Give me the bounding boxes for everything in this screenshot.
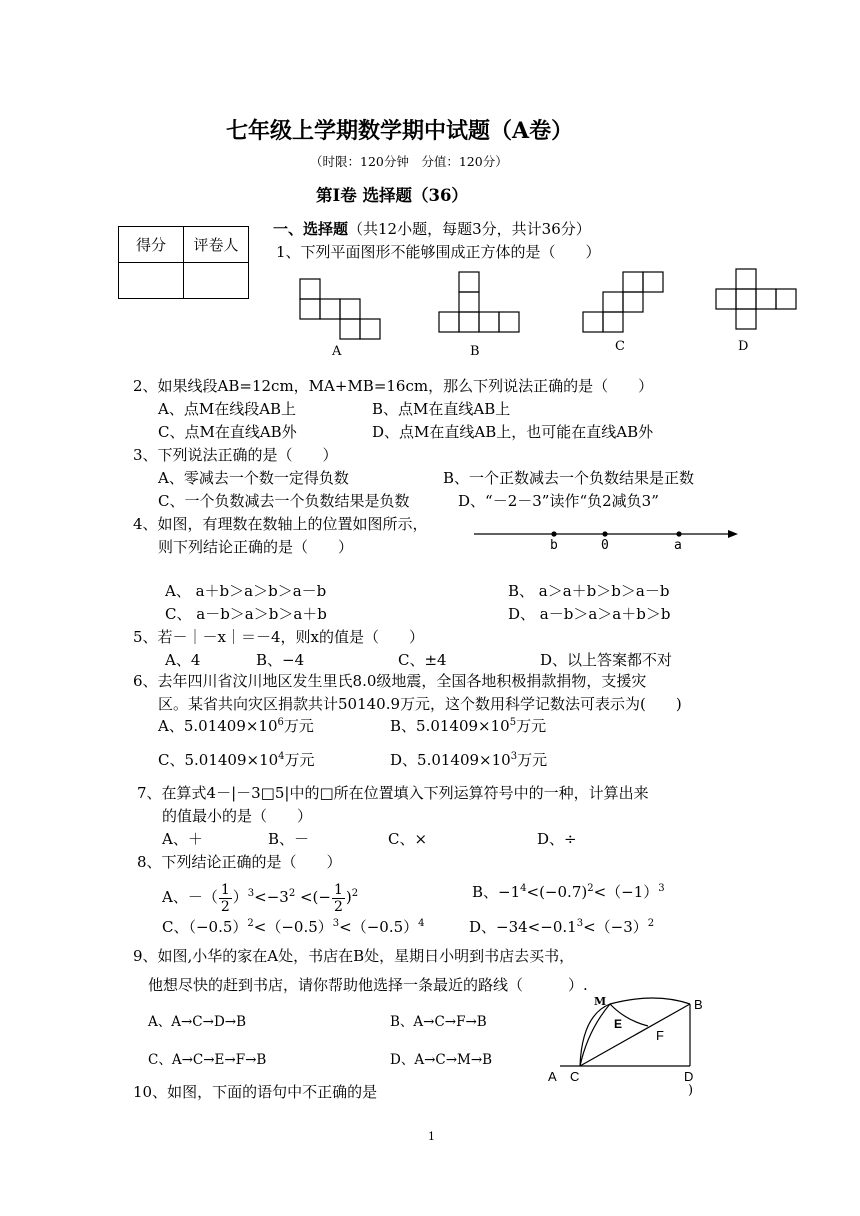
q6-option-c	[158, 749, 315, 770]
q6-option-a	[158, 715, 314, 736]
question-10-tail: )	[688, 1083, 694, 1098]
q6-d-base: D、5.01409×10	[390, 751, 511, 769]
q8-c-exp2: 3	[332, 918, 340, 929]
question-4-line2: 则下列结论正确的是（ ）	[158, 538, 354, 556]
q8-a-exp3: 2	[351, 888, 359, 899]
q8-option-d	[469, 916, 654, 937]
q6-b-base: B、5.01409×10	[390, 717, 510, 735]
q8-a-denominator-2: 2	[333, 898, 343, 915]
fig-label-b: B	[694, 997, 703, 1012]
q8-a-part5: )	[345, 888, 352, 906]
q9-option-d: D、A→C→M→B	[390, 1052, 493, 1068]
q8-d-exp2: 2	[647, 918, 655, 929]
q9-option-c: C、A→C→E→F→B	[148, 1052, 267, 1068]
q8-a-numerator-2: 1	[333, 881, 343, 898]
section-title: 第Ⅰ卷 选择题（36）	[316, 186, 468, 205]
number-line-figure	[474, 522, 744, 562]
q6-a-exp: 6	[277, 717, 284, 728]
q5-option-c: C、±4	[398, 651, 447, 669]
q8-b-part2: <(−0.7)	[526, 883, 588, 901]
q8-a-exp1: 3	[247, 888, 255, 899]
question-9-line2: 他想尽快的赶到书店，请你帮助他选择一条最近的路线（ ）.	[148, 976, 588, 994]
q4-option-c: C、 a－b＞a＞b＞a＋b	[165, 605, 327, 623]
q4-option-b: B、 a＞a＋b＞b＞a－b	[508, 582, 670, 600]
q8-d-part2: <（−3）	[583, 918, 648, 936]
part-heading	[273, 218, 591, 239]
question-4-line1: 4、如图，有理数在数轴上的位置如图所示，	[133, 515, 428, 533]
fig-label-m: M	[594, 995, 607, 1008]
page-number: 1	[428, 1130, 435, 1143]
q6-b-unit: 万元	[516, 717, 547, 735]
score-cell	[119, 263, 184, 299]
fig-label-e: E	[614, 1017, 623, 1031]
page-title: 七年级上学期数学期中试题（A卷）	[226, 118, 574, 144]
q4-option-a: A、 a＋b＞a＞b＞a－b	[165, 582, 327, 600]
question-8: 8、下列结论正确的是（ ）	[137, 853, 342, 871]
question-7-line1: 7、在算式4－|－3□5|中的□所在位置填入下列运算符号中的一种，计算出来	[137, 784, 649, 802]
q3-option-d: D、“－2－3”读作“负2减负3”	[458, 492, 659, 510]
q8-b-part3: <（−1）	[593, 883, 659, 901]
fig-label-c: C	[570, 1069, 580, 1084]
q8-c-part2: <（−0.5）	[253, 918, 333, 936]
q8-b-exp1: 4	[520, 883, 527, 894]
question-1: 1、下列平面图形不能够围成正方体的是（ ）	[276, 243, 601, 261]
q8-c-exp3: 4	[418, 918, 425, 929]
question-6-line1: 6、去年四川省汶川地区发生里氏8.0级地震，全国各地积极捐款捐物，支援灾	[133, 672, 647, 690]
axis-label-b: b	[550, 538, 558, 553]
axis-label-a: a	[674, 538, 682, 553]
q8-a-fraction-2	[332, 882, 345, 915]
part-desc: （共12小题，每题3分，共计36分）	[348, 220, 591, 238]
q2-option-b: B、点M在直线AB上	[372, 400, 511, 418]
net-b-figure	[438, 271, 528, 335]
q8-a-fraction-1	[219, 882, 232, 915]
grader-cell	[184, 263, 249, 299]
question-9-line1: 9、如图,小华的家在A处，书店在B处，星期日小明到书店去买书，	[133, 947, 575, 965]
q2-option-d: D、点M在直线AB上，也可能在直线AB外	[372, 423, 654, 441]
q8-b-part1: B、−1	[472, 883, 521, 901]
net-c-figure	[582, 271, 672, 335]
q7-option-c: C、×	[388, 830, 428, 848]
net-a-figure	[299, 278, 389, 342]
fig-label-d: D	[684, 1069, 694, 1084]
question-3: 3、下列说法正确的是（ ）	[133, 446, 338, 464]
q8-a-denominator-1: 2	[220, 898, 230, 915]
q8-a-part4: <(−	[295, 888, 331, 906]
net-d-figure	[715, 268, 805, 332]
q8-d-exp1: 3	[576, 918, 584, 929]
net-d-label: D	[738, 339, 749, 354]
q3-option-a: A、零减去一个数一定得负数	[158, 469, 349, 487]
q8-option-c	[162, 916, 425, 937]
part-title: 一、选择题	[273, 220, 349, 238]
q8-a-part1: A、－（	[162, 888, 218, 906]
q7-option-b: B、－	[268, 830, 310, 848]
question-2: 2、如果线段AB=12cm，MA+MB=16cm，那么下列说法正确的是（ ）	[133, 377, 654, 395]
fig-label-f: F	[656, 1028, 664, 1043]
q8-d-part1: D、−34<−0.1	[469, 918, 577, 936]
q2-option-a: A、点M在线段AB上	[158, 400, 297, 418]
q8-a-numerator-1: 1	[220, 881, 230, 898]
q6-c-unit: 万元	[284, 751, 315, 769]
q8-b-exp2: 2	[587, 883, 594, 894]
exam-info: （时限：120分钟 分值：120分）	[310, 154, 508, 169]
q3-option-c: C、一个负数减去一个负数结果是负数	[158, 492, 410, 510]
q6-option-d	[390, 749, 547, 770]
question-10: 10、如图，下面的语句中不正确的是	[133, 1083, 378, 1101]
q8-b-exp3: 3	[658, 883, 665, 894]
q2-option-c: C、点M在直线AB外	[158, 423, 297, 441]
grader-header: 评卷人	[184, 227, 249, 263]
q8-c-part1: C、（−0.5）	[162, 918, 248, 936]
q6-b-exp: 5	[509, 717, 517, 728]
net-b-label: B	[470, 344, 480, 359]
q6-c-exp: 4	[278, 751, 285, 762]
q7-option-a: A、＋	[162, 830, 203, 848]
q8-a-part3: <−3	[254, 888, 289, 906]
q6-c-base: C、5.01409×10	[158, 751, 279, 769]
q9-option-b: B、A→C→F→B	[390, 1014, 487, 1030]
q7-option-d: D、÷	[537, 830, 577, 848]
fig-label-a: A	[548, 1069, 557, 1084]
q4-option-d: D、 a－b＞a＞a＋b＞b	[508, 605, 671, 623]
q6-d-exp: 3	[510, 751, 518, 762]
q5-option-b: B、−4	[256, 651, 305, 669]
q8-option-b	[472, 881, 665, 902]
question-6-line2: 区。某省共向灾区捐款共计50140.9万元，这个数用科学记数法可表示为( )	[158, 695, 682, 713]
net-c-label: C	[615, 339, 625, 354]
q6-option-b	[390, 715, 546, 736]
q3-option-b: B、一个正数减去一个负数结果是正数	[443, 469, 695, 487]
question-5: 5、若－｜－x｜＝－4，则x的值是（ ）	[133, 628, 425, 646]
q8-c-part3: <（−0.5）	[339, 918, 419, 936]
axis-label-zero: 0	[601, 538, 609, 553]
q8-a-exp2: 2	[288, 888, 296, 899]
net-a-label: A	[332, 344, 342, 359]
q9-option-a: A、A→C→D→B	[148, 1014, 247, 1030]
q5-option-d: D、以上答案都不对	[540, 651, 673, 669]
q6-d-unit: 万元	[517, 751, 548, 769]
q8-option-a	[162, 874, 358, 917]
question-7-line2: 的值最小的是（ ）	[162, 807, 313, 825]
q6-a-unit: 万元	[283, 717, 314, 735]
score-header: 得分	[119, 227, 184, 263]
q5-option-a: A、4	[165, 651, 201, 669]
q8-a-part2: ）	[232, 888, 248, 906]
q8-c-exp1: 2	[247, 918, 254, 929]
q6-a-base: A、5.01409×10	[158, 717, 278, 735]
score-table	[118, 226, 249, 299]
